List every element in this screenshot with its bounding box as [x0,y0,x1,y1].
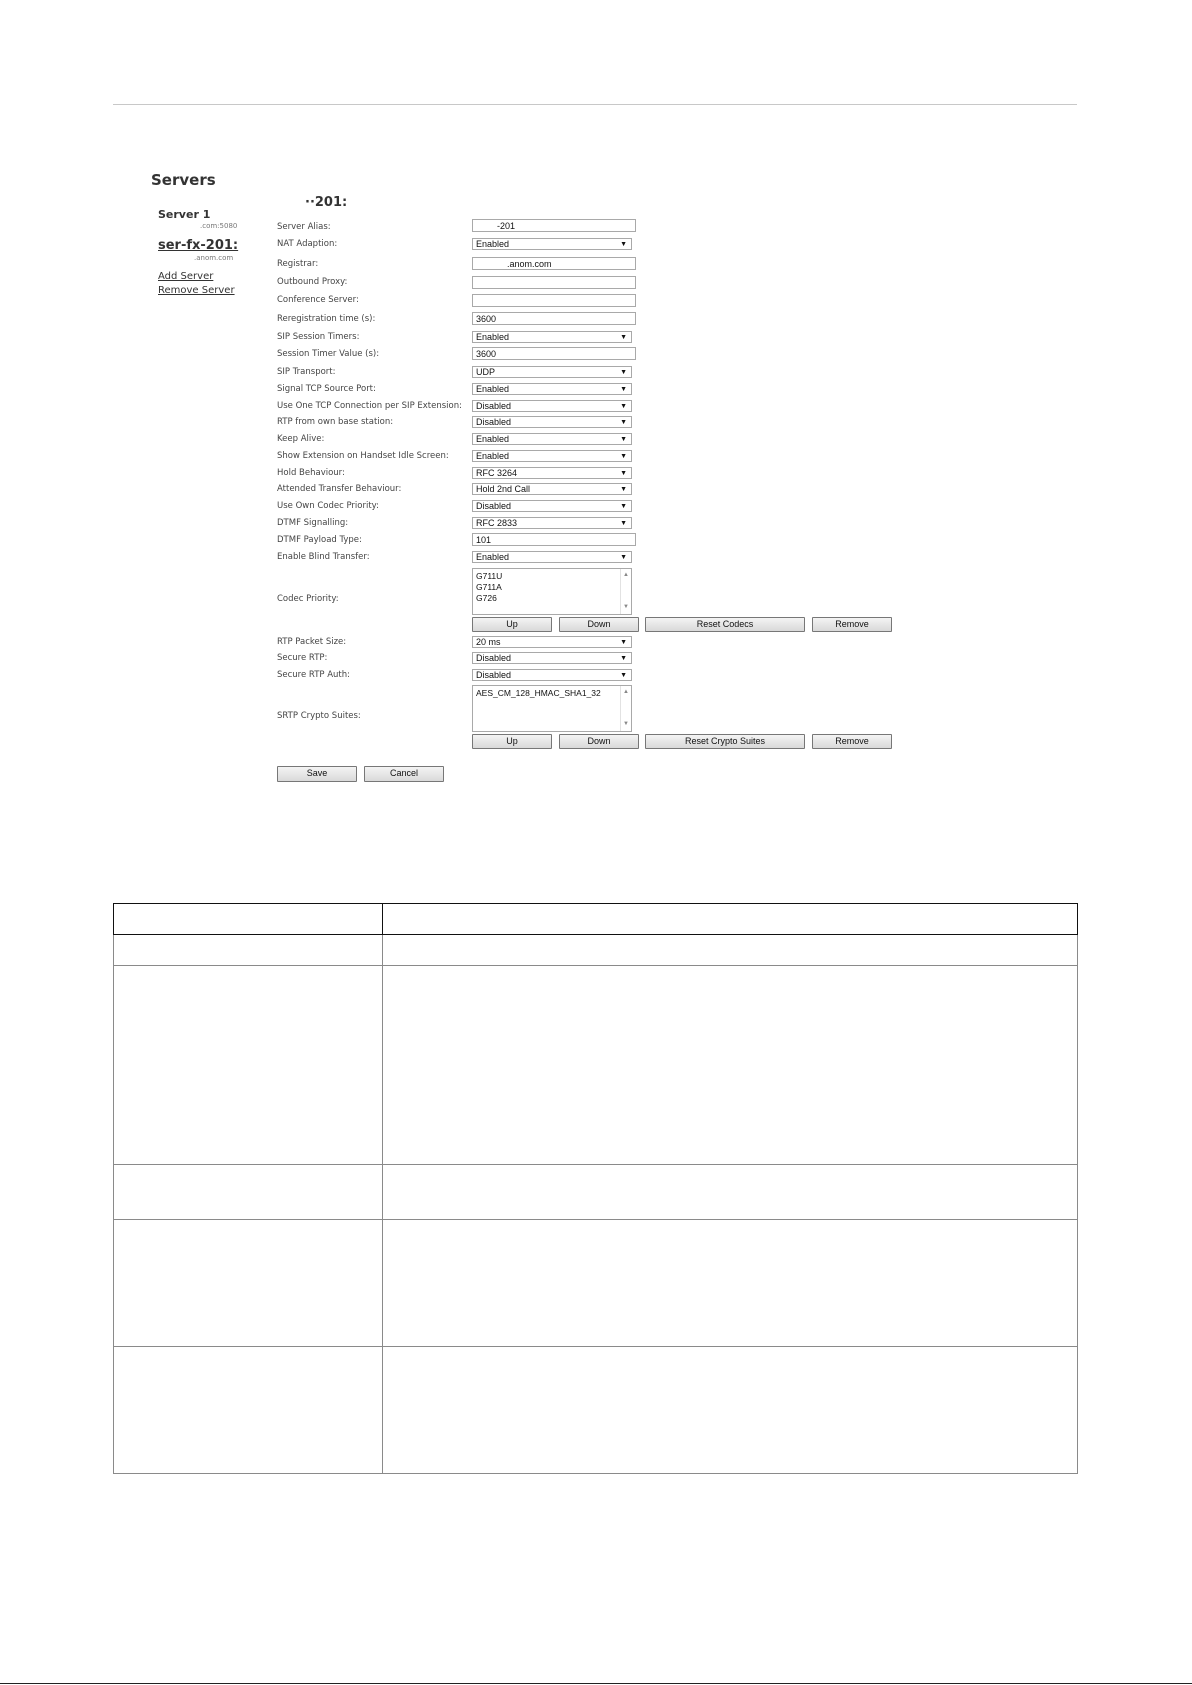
table-row [114,1220,1078,1347]
dtmf-signalling-label: DTMF Signalling: [277,518,349,528]
crypto-down-button[interactable]: Down [559,734,639,749]
chevron-down-icon: ▼ [620,436,627,443]
conference-server-label: Conference Server: [277,295,359,305]
table-cell [114,1220,383,1347]
show-extension-idle-select[interactable] [472,450,632,462]
codec-priority-list[interactable] [472,568,632,615]
table-row [114,966,1078,1165]
codec-remove-button[interactable]: Remove [812,617,892,632]
sidebar-item-server-1[interactable]: Server 1 [158,208,211,221]
outbound-proxy-input[interactable] [472,276,636,289]
one-tcp-connection-value: Disabled [476,401,512,411]
table-cell [114,1165,383,1220]
sip-transport-select[interactable] [472,366,632,378]
srtp-crypto-suites-label: SRTP Crypto Suites: [277,711,361,721]
secure-rtp-auth-value: Disabled [476,670,512,680]
sip-session-timers-select[interactable] [472,331,632,343]
table-cell [114,966,383,1165]
own-codec-priority-select[interactable] [472,500,632,512]
sidebar-item-server-2[interactable]: ser-fx-201: [158,238,239,253]
scroll-up-icon: ▲ [623,689,629,695]
chevron-down-icon: ▼ [620,520,627,527]
conference-server-input[interactable] [472,294,636,307]
codec-list-scrollbar[interactable] [620,569,631,614]
chevron-down-icon: ▼ [620,503,627,510]
server-alias-input[interactable]: -201 [472,219,636,232]
rtp-from-own-base-label: RTP from own base station: [277,417,394,427]
chevron-down-icon: ▼ [620,554,627,561]
one-tcp-connection-label: Use One TCP Connection per SIP Extension: [277,401,462,411]
srtp-crypto-suites-list[interactable] [472,685,632,732]
chevron-down-icon: ▼ [620,453,627,460]
signal-tcp-source-port-value: Enabled [476,384,510,394]
signal-tcp-source-port-label: Signal TCP Source Port: [277,384,376,394]
rtp-packet-size-value: 20 ms [476,637,501,647]
sip-transport-value: UDP [476,367,496,377]
sip-transport-label: SIP Transport: [277,367,336,377]
one-tcp-connection-select[interactable] [472,400,632,412]
chevron-down-icon: ▼ [620,386,627,393]
nat-adaption-value: Enabled [476,239,510,249]
reset-codecs-button[interactable]: Reset Codecs [645,617,805,632]
scroll-down-icon: ▼ [623,721,629,727]
table-cell [383,1347,1078,1474]
chevron-down-icon: ▼ [620,334,627,341]
signal-tcp-source-port-select[interactable] [472,383,632,395]
registrar-label: Registrar: [277,259,319,269]
sidebar-item-server-1-host: .com:5080 [200,222,238,230]
crypto-up-button[interactable]: Up [472,734,552,749]
server-heading: ··201: [305,195,348,210]
table-header-row [114,904,1078,935]
dtmf-payload-type-input[interactable]: 101 [472,533,636,546]
registrar-input[interactable]: .anom.com [472,257,636,270]
codec-option[interactable]: G711A [476,582,502,592]
session-timer-value-input[interactable]: 3600 [472,347,636,360]
scroll-down-icon: ▼ [623,604,629,610]
scroll-up-icon: ▲ [623,572,629,578]
codec-option[interactable]: G726 [476,593,497,603]
cancel-button[interactable]: Cancel [364,766,444,782]
server-alias-label: Server Alias: [277,222,331,232]
outbound-proxy-label: Outbound Proxy: [277,277,348,287]
table-cell [383,1165,1078,1220]
table-cell [383,1220,1078,1347]
enable-blind-transfer-value: Enabled [476,552,510,562]
codec-option[interactable]: G711U [476,571,503,581]
own-codec-priority-label: Use Own Codec Priority: [277,501,379,511]
secure-rtp-auth-select[interactable] [472,669,632,681]
table-row [114,1347,1078,1474]
dtmf-signalling-select[interactable] [472,517,632,529]
table-cell [114,935,383,966]
show-extension-idle-label: Show Extension on Handset Idle Screen: [277,451,449,461]
table-row [114,1165,1078,1220]
rtp-packet-size-select[interactable] [472,636,632,648]
keep-alive-select[interactable] [472,433,632,445]
secure-rtp-auth-label: Secure RTP Auth: [277,670,351,680]
secure-rtp-value: Disabled [476,653,512,663]
keep-alive-value: Enabled [476,434,510,444]
secure-rtp-label: Secure RTP: [277,653,328,663]
attended-transfer-select[interactable] [472,483,632,495]
keep-alive-label: Keep Alive: [277,434,325,444]
table-cell [114,1347,383,1474]
chevron-down-icon: ▼ [620,241,627,248]
reregistration-time-label: Reregistration time (s): [277,314,376,324]
crypto-remove-button[interactable]: Remove [812,734,892,749]
table-header-cell [383,904,1078,935]
hold-behaviour-select[interactable] [472,467,632,479]
chevron-down-icon: ▼ [620,470,627,477]
chevron-down-icon: ▼ [620,369,627,376]
chevron-down-icon: ▼ [620,672,627,679]
rtp-from-own-base-select[interactable] [472,416,632,428]
table-cell [383,966,1078,1165]
sidebar-item-server-2-host: .anom.com [194,254,234,262]
rtp-from-own-base-value: Disabled [476,417,512,427]
enable-blind-transfer-label: Enable Blind Transfer: [277,552,370,562]
secure-rtp-select[interactable] [472,652,632,664]
chevron-down-icon: ▼ [620,639,627,646]
session-timer-value-label: Session Timer Value (s): [277,349,380,359]
chevron-down-icon: ▼ [620,419,627,426]
remove-server-link[interactable]: Remove Server [158,285,235,296]
table-cell [383,935,1078,966]
dtmf-payload-type-label: DTMF Payload Type: [277,535,362,545]
table-header-cell [114,904,383,935]
attended-transfer-value: Hold 2nd Call [476,484,531,494]
reset-crypto-suites-button[interactable]: Reset Crypto Suites [645,734,805,749]
dtmf-signalling-value: RFC 2833 [476,518,518,528]
enable-blind-transfer-select[interactable] [472,551,632,563]
crypto-list-scrollbar[interactable] [620,686,631,731]
top-divider [113,104,1077,105]
reregistration-time-input[interactable]: 3600 [472,312,636,325]
chevron-down-icon: ▼ [620,403,627,410]
sip-session-timers-value: Enabled [476,332,510,342]
own-codec-priority-value: Disabled [476,501,512,511]
hold-behaviour-value: RFC 3264 [476,468,518,478]
table-row [114,935,1078,966]
crypto-suite-option[interactable]: AES_CM_128_HMAC_SHA1_32 [476,688,601,698]
codec-priority-label: Codec Priority: [277,594,339,604]
hold-behaviour-label: Hold Behaviour: [277,468,345,478]
nat-adaption-label: NAT Adaption: [277,239,338,249]
codec-up-button[interactable]: Up [472,617,552,632]
page-title: Servers [151,171,216,189]
chevron-down-icon: ▼ [620,655,627,662]
chevron-down-icon: ▼ [620,486,627,493]
description-table [113,903,1078,1474]
bottom-divider [0,1683,1192,1684]
add-server-link[interactable]: Add Server [158,271,214,282]
attended-transfer-label: Attended Transfer Behaviour: [277,484,402,494]
codec-down-button[interactable]: Down [559,617,639,632]
sip-session-timers-label: SIP Session Timers: [277,332,360,342]
rtp-packet-size-label: RTP Packet Size: [277,637,347,647]
nat-adaption-select[interactable] [472,238,632,250]
show-extension-idle-value: Enabled [476,451,510,461]
save-button[interactable]: Save [277,766,357,782]
